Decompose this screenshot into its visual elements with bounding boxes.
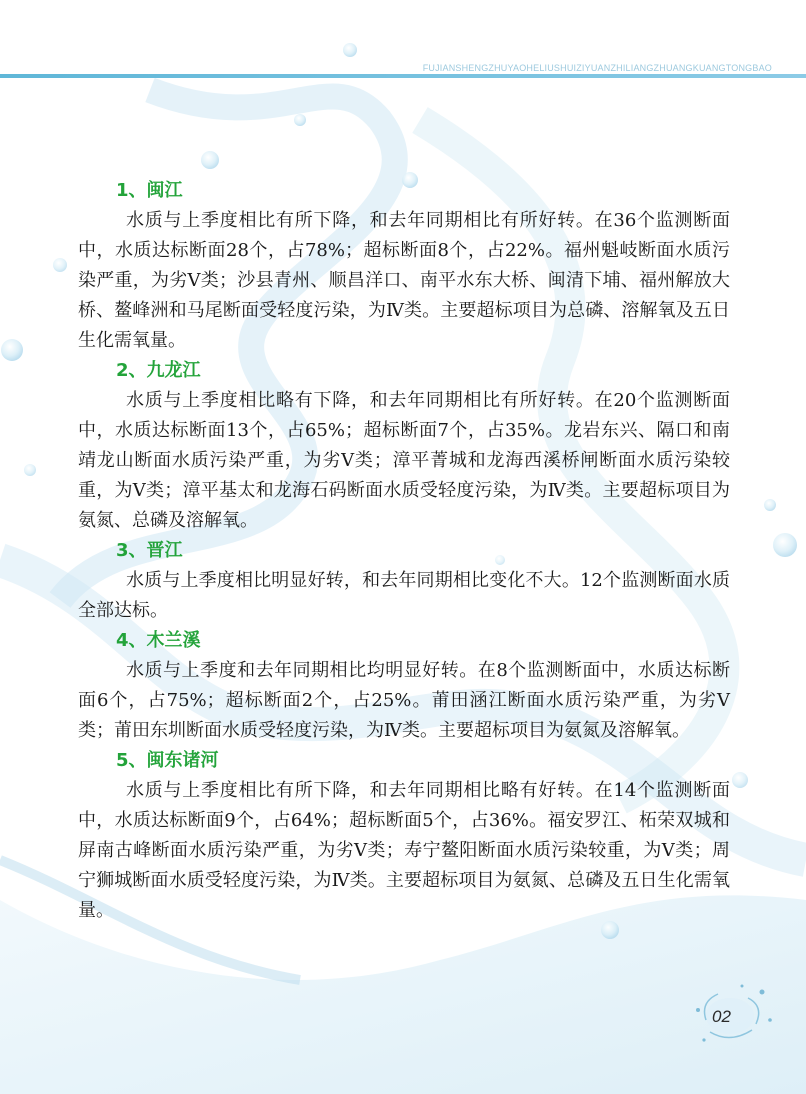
section-body: 水质与上季度相比有所下降，和去年同期相比有所好转。在36个监测断面中，水质达标断面28个，占78%；超标断面8个，占22%。福州魁岐断面水质污染严重，为劣Ⅴ类；沙县青州、顺昌洋口、南平水东大桥、闽清下埔、福州解放大桥、鳌峰洲和马尾断面受轻度污染，为Ⅳ类。主要超标项目为总磷、溶解氧及五日生化需氧量。 bbox=[78, 210, 730, 351]
section-mindong-rivers bbox=[78, 746, 730, 926]
section-body: 水质与上季度相比略有下降，和去年同期相比有所好转。在20个监测断面中，水质达标断面13个，占65%；超标断面7个，占35%。龙岩东兴、隔口和南靖龙山断面水质污染严重，为劣Ⅴ类；漳平菁城和龙海西溪桥闸断面水质污染较重，为Ⅴ类；漳平基太和龙海石码断面水质受轻度污染，为Ⅳ类。主要超标项目为氨氮、总磷及溶解氧。 bbox=[78, 390, 730, 531]
page-number: 02 bbox=[712, 1007, 731, 1026]
section-title: 5、闽东诸河 bbox=[116, 750, 219, 771]
section-title: 2、九龙江 bbox=[116, 360, 201, 381]
section-minjiang bbox=[78, 176, 730, 356]
section-jiulongjiang bbox=[78, 356, 730, 536]
running-header: FUJIANSHENGZHUYAOHELIUSHUIZIYUANZHILIANGZHUANGKUANGTONGBAO bbox=[422, 63, 772, 73]
section-mulanxi bbox=[78, 626, 730, 746]
section-body: 水质与上季度相比明显好转，和去年同期相比变化不大。12个监测断面水质全部达标。 bbox=[78, 570, 730, 621]
section-jinjiang bbox=[78, 536, 730, 626]
header-rule bbox=[0, 74, 806, 78]
page-number-badge bbox=[690, 980, 780, 1050]
section-body: 水质与上季度相比有所下降，和去年同期相比略有好转。在14个监测断面中，水质达标断面9个，占64%；超标断面5个，占36%。福安罗江、柘荣双城和屏南古峰断面水质污染严重，为劣Ⅴ类；寿宁鳌阳断面水质污染较重，为Ⅴ类；周宁狮城断面水质受轻度污染，为Ⅳ类。主要超标项目为氨氮、总磷及五日生化需氧量。 bbox=[78, 780, 730, 921]
splash-ornament-icon bbox=[690, 980, 780, 1050]
section-title: 1、闽江 bbox=[116, 180, 183, 201]
section-body: 水质与上季度和去年同期相比均明显好转。在8个监测断面中，水质达标断面6个，占75%；超标断面2个，占25%。莆田涵江断面水质污染严重，为劣Ⅴ类；莆田东圳断面水质受轻度污染，为Ⅳ类。主要超标项目为氨氮及溶解氧。 bbox=[78, 660, 730, 741]
report-content bbox=[78, 176, 730, 926]
section-title: 4、木兰溪 bbox=[116, 630, 201, 651]
section-title: 3、晋江 bbox=[116, 540, 183, 561]
